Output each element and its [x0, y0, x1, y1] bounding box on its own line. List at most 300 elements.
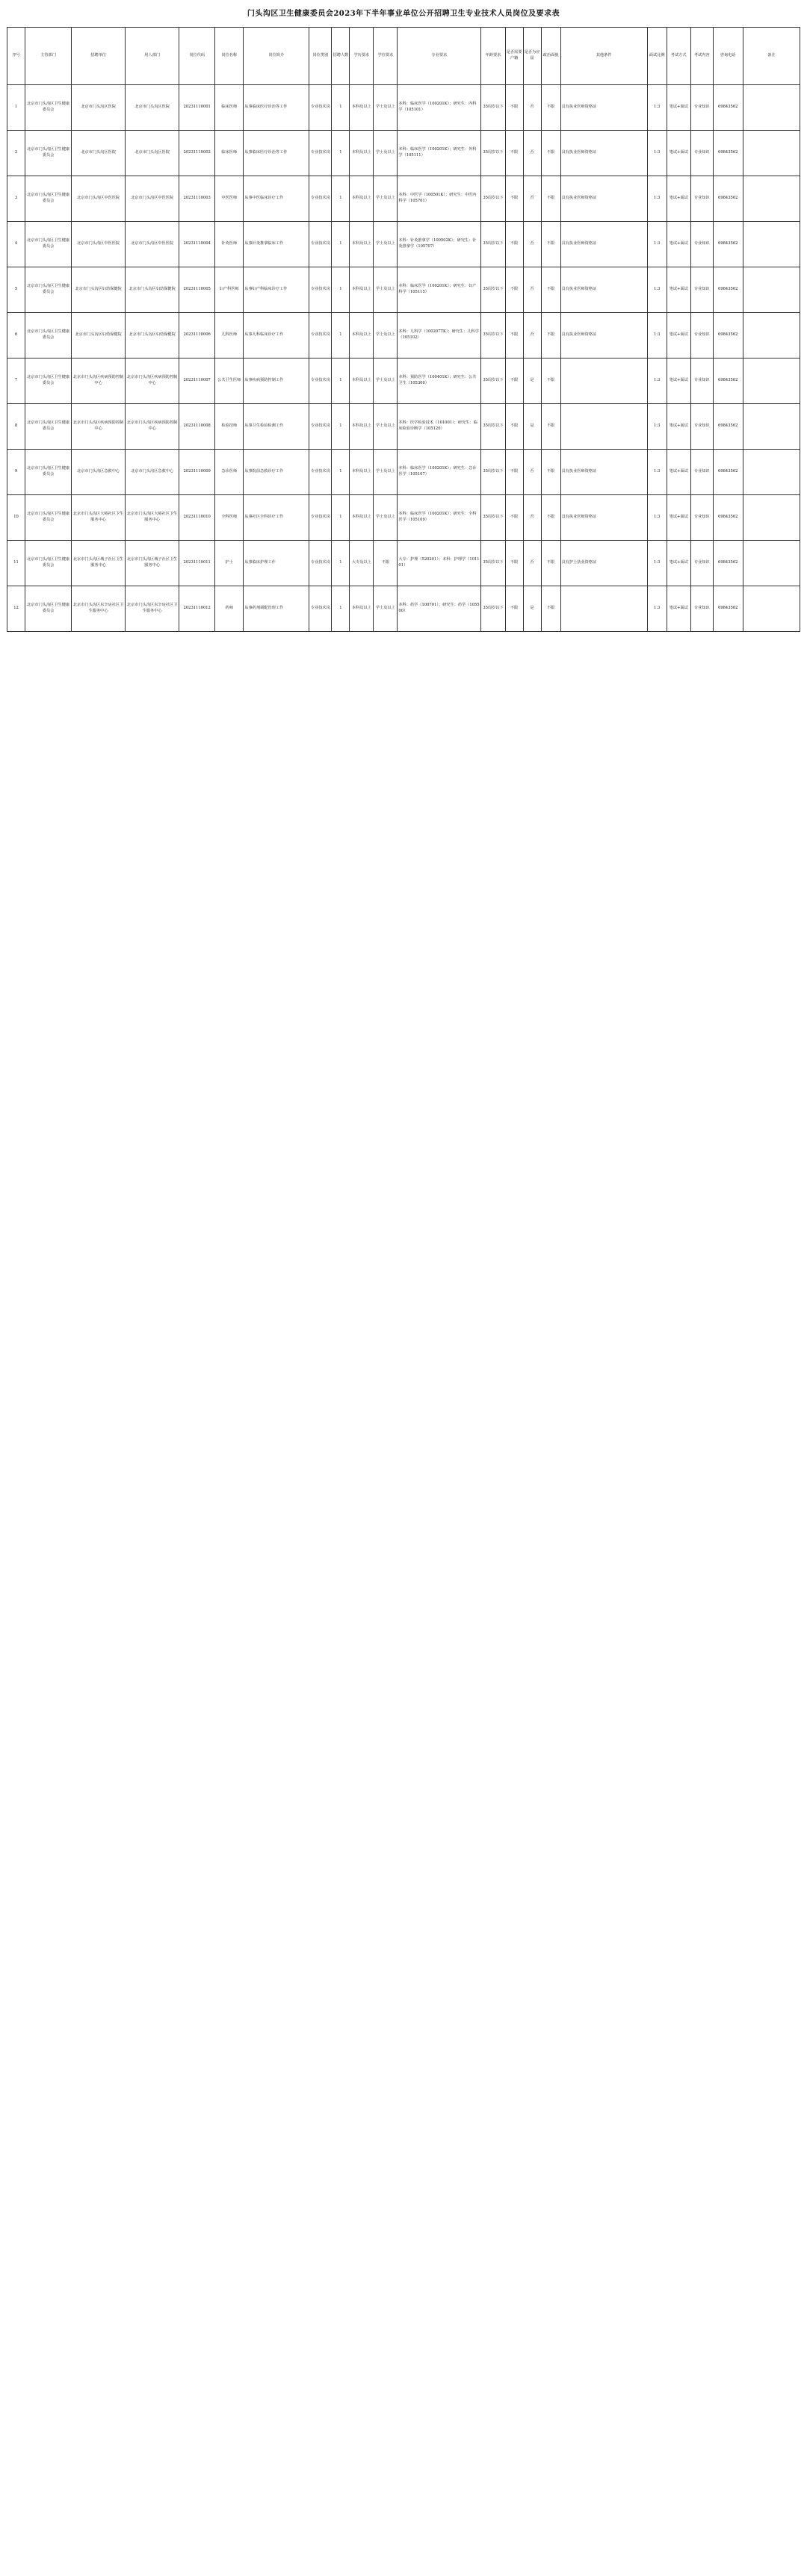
- cell-edu: 本科及以上: [350, 359, 374, 404]
- cell-remark: [743, 404, 800, 450]
- cell-hukou: 不限: [505, 541, 523, 586]
- cell-pol: 不限: [541, 495, 560, 541]
- cell-fresh: 否: [523, 313, 541, 359]
- cell-pol: 不限: [541, 267, 560, 313]
- cell-fresh: 否: [523, 176, 541, 222]
- cell-hukou: 不限: [505, 495, 523, 541]
- table-row: [7, 541, 800, 586]
- cell-no: 4: [7, 222, 25, 267]
- cell-tel: 69843562: [713, 85, 743, 131]
- cell-age: 35周岁以下: [481, 450, 505, 495]
- cell-pol: 不限: [541, 176, 560, 222]
- cell-content: 专业知识: [690, 131, 713, 176]
- cell-code: 20231110005: [179, 267, 215, 313]
- cell-other: 具有执业医师资格证: [560, 176, 647, 222]
- cell-tel: 69843562: [713, 450, 743, 495]
- col-header: 政治面貌: [541, 28, 560, 85]
- cell-type: 专业技术岗: [309, 267, 332, 313]
- cell-fresh: 否: [523, 222, 541, 267]
- cell-fresh: 否: [523, 495, 541, 541]
- cell-exam: 笔试+面试: [667, 495, 690, 541]
- cell-other: 具有执业医师资格证: [560, 495, 647, 541]
- cell-num: 1: [332, 359, 350, 404]
- cell-code: 20231110010: [179, 495, 215, 541]
- cell-dept: 北京市门头沟区卫生健康委员会: [25, 404, 72, 450]
- cell-intro: 从事妇产科临床诊疗工作: [244, 267, 309, 313]
- col-header: 学历要求: [350, 28, 374, 85]
- cell-major: 本科：临床医学（100201K）；研究生：外科学（105111）: [398, 131, 481, 176]
- cell-major: 本科：预防医学（100401K）；研究生：公共卫生（105300）: [398, 359, 481, 404]
- cell-edu: 本科及以上: [350, 495, 374, 541]
- cell-no: 1: [7, 85, 25, 131]
- cell-intro: 从事临床医疗诊治等工作: [244, 85, 309, 131]
- table-row: [7, 222, 800, 267]
- cell-code: 20231110006: [179, 313, 215, 359]
- cell-other: 具有执业医师资格证: [560, 450, 647, 495]
- cell-remark: [743, 85, 800, 131]
- cell-code: 20231110009: [179, 450, 215, 495]
- cell-other: 具有执业医师资格证: [560, 313, 647, 359]
- cell-ratio: 1:3: [647, 359, 667, 404]
- cell-pol: 不限: [541, 131, 560, 176]
- cell-deg: 学士及以上: [374, 85, 398, 131]
- cell-major: 本科：临床医学（100201K）；研究生：内科学（105101）: [398, 85, 481, 131]
- cell-tel: 69843562: [713, 131, 743, 176]
- cell-deg: 学士及以上: [374, 131, 398, 176]
- col-header: 序号: [7, 28, 25, 85]
- cell-num: 1: [332, 404, 350, 450]
- cell-deg: 学士及以上: [374, 586, 398, 632]
- cell-fresh: 是: [523, 586, 541, 632]
- cell-code: 20231110011: [179, 541, 215, 586]
- cell-dept: 北京市门头沟区卫生健康委员会: [25, 176, 72, 222]
- cell-content: 专业知识: [690, 450, 713, 495]
- cell-post: 检验技师: [215, 404, 244, 450]
- cell-ratio: 1:3: [647, 586, 667, 632]
- cell-age: 35周岁以下: [481, 586, 505, 632]
- col-header: 备注: [743, 28, 800, 85]
- cell-user: 北京市门头沟区医院: [126, 131, 179, 176]
- cell-content: 专业知识: [690, 495, 713, 541]
- cell-type: 专业技术岗: [309, 450, 332, 495]
- cell-pol: 不限: [541, 85, 560, 131]
- cell-deg: 学士及以上: [374, 313, 398, 359]
- cell-post: 临床医师: [215, 85, 244, 131]
- cell-post: 临床医师: [215, 131, 244, 176]
- cell-pol: 不限: [541, 450, 560, 495]
- cell-no: 2: [7, 131, 25, 176]
- cell-exam: 笔试+面试: [667, 267, 690, 313]
- cell-type: 专业技术岗: [309, 222, 332, 267]
- table-row: [7, 85, 800, 131]
- cell-user: 北京市门头沟区大峪社区卫生服务中心: [126, 495, 179, 541]
- cell-intro: 从事药剂调配管理工作: [244, 586, 309, 632]
- cell-deg: 学士及以上: [374, 450, 398, 495]
- table-row: [7, 495, 800, 541]
- cell-user: 北京市门头沟区疾病预防控制中心: [126, 359, 179, 404]
- cell-user: 北京市门头沟区妇幼保健院: [126, 267, 179, 313]
- cell-dept: 北京市门头沟区卫生健康委员会: [25, 131, 72, 176]
- cell-content: 专业知识: [690, 85, 713, 131]
- cell-num: 1: [332, 495, 350, 541]
- cell-unit: 北京市门头沟区疾病预防控制中心: [72, 359, 126, 404]
- cell-no: 7: [7, 359, 25, 404]
- cell-age: 35周岁以下: [481, 222, 505, 267]
- cell-no: 12: [7, 586, 25, 632]
- cell-num: 1: [332, 85, 350, 131]
- cell-unit: 北京市门头沟区医院: [72, 131, 126, 176]
- cell-remark: [743, 495, 800, 541]
- cell-remark: [743, 267, 800, 313]
- cell-content: 专业知识: [690, 404, 713, 450]
- table-row: [7, 359, 800, 404]
- cell-content: 专业知识: [690, 541, 713, 586]
- cell-fresh: 否: [523, 267, 541, 313]
- cell-ratio: 1:3: [647, 495, 667, 541]
- cell-intro: 从事院前急救诊疗工作: [244, 450, 309, 495]
- cell-remark: [743, 313, 800, 359]
- table-row: [7, 404, 800, 450]
- col-header: 学位要求: [374, 28, 398, 85]
- cell-content: 专业知识: [690, 176, 713, 222]
- cell-major: 大专：护理（520201）；本科：护理学（101101）: [398, 541, 481, 586]
- cell-intro: 从事卫生检验检测工作: [244, 404, 309, 450]
- cell-hukou: 不限: [505, 176, 523, 222]
- cell-exam: 笔试+面试: [667, 359, 690, 404]
- cell-dept: 北京市门头沟区卫生健康委员会: [25, 313, 72, 359]
- cell-exam: 笔试+面试: [667, 176, 690, 222]
- cell-deg: 学士及以上: [374, 222, 398, 267]
- cell-type: 专业技术岗: [309, 541, 332, 586]
- col-header: 咨询电话: [713, 28, 743, 85]
- cell-user: 北京市门头沟区东辛房社区卫生服务中心: [126, 586, 179, 632]
- cell-unit: 北京市门头沟区中医医院: [72, 222, 126, 267]
- cell-code: 20231110004: [179, 222, 215, 267]
- col-header: 岗位类别: [309, 28, 332, 85]
- cell-unit: 北京市门头沟区疾病预防控制中心: [72, 404, 126, 450]
- cell-tel: 69843562: [713, 313, 743, 359]
- cell-deg: 不限: [374, 541, 398, 586]
- cell-type: 专业技术岗: [309, 404, 332, 450]
- cell-remark: [743, 222, 800, 267]
- cell-unit: 北京市门头沟区妇幼保健院: [72, 267, 126, 313]
- cell-content: 专业知识: [690, 586, 713, 632]
- cell-user: 北京市门头沟区疾病预防控制中心: [126, 404, 179, 450]
- cell-pol: 不限: [541, 586, 560, 632]
- cell-code: 20231110012: [179, 586, 215, 632]
- table-row: [7, 586, 800, 632]
- cell-no: 10: [7, 495, 25, 541]
- cell-exam: 笔试+面试: [667, 450, 690, 495]
- cell-exam: 笔试+面试: [667, 85, 690, 131]
- cell-num: 1: [332, 541, 350, 586]
- col-header: 面试比例: [647, 28, 667, 85]
- cell-dept: 北京市门头沟区卫生健康委员会: [25, 359, 72, 404]
- cell-major: 本科：临床医学（100201K）；研究生：急诊医学（105107）: [398, 450, 481, 495]
- cell-dept: 北京市门头沟区卫生健康委员会: [25, 495, 72, 541]
- cell-tel: 69843562: [713, 495, 743, 541]
- cell-num: 1: [332, 131, 350, 176]
- cell-other: [560, 404, 647, 450]
- cell-age: 35周岁以下: [481, 541, 505, 586]
- cell-type: 专业技术岗: [309, 176, 332, 222]
- cell-code: 20231110007: [179, 359, 215, 404]
- cell-fresh: 否: [523, 131, 541, 176]
- cell-hukou: 不限: [505, 85, 523, 131]
- cell-major: 本科：针灸推拿学（100502K）；研究生：针灸推拿学（105707）: [398, 222, 481, 267]
- cell-dept: 北京市门头沟区卫生健康委员会: [25, 450, 72, 495]
- cell-deg: 学士及以上: [374, 359, 398, 404]
- col-header: 招聘人数: [332, 28, 350, 85]
- cell-exam: 笔试+面试: [667, 222, 690, 267]
- cell-fresh: 否: [523, 450, 541, 495]
- cell-exam: 笔试+面试: [667, 313, 690, 359]
- cell-other: 具有护士执业资格证: [560, 541, 647, 586]
- cell-exam: 笔试+面试: [667, 541, 690, 586]
- cell-ratio: 1:3: [647, 541, 667, 586]
- cell-hukou: 不限: [505, 359, 523, 404]
- cell-dept: 北京市门头沟区卫生健康委员会: [25, 267, 72, 313]
- cell-ratio: 1:3: [647, 131, 667, 176]
- recruitment-table: [7, 27, 800, 632]
- table-body: [7, 85, 800, 632]
- cell-type: 专业技术岗: [309, 131, 332, 176]
- cell-edu: 本科及以上: [350, 450, 374, 495]
- cell-content: 专业知识: [690, 267, 713, 313]
- cell-edu: 本科及以上: [350, 404, 374, 450]
- cell-type: 专业技术岗: [309, 85, 332, 131]
- col-header: 专业要求: [398, 28, 481, 85]
- cell-other: 具有执业医师资格证: [560, 131, 647, 176]
- cell-edu: 本科及以上: [350, 85, 374, 131]
- cell-tel: 69843562: [713, 267, 743, 313]
- cell-deg: 学士及以上: [374, 267, 398, 313]
- cell-unit: 北京市门头沟区医院: [72, 85, 126, 131]
- cell-major: 本科：中医学（100501K）；研究生：中医内科学（105701）: [398, 176, 481, 222]
- cell-age: 35周岁以下: [481, 404, 505, 450]
- cell-type: 专业技术岗: [309, 359, 332, 404]
- col-header: 用人部门: [126, 28, 179, 85]
- col-header: 年龄要求: [481, 28, 505, 85]
- cell-post: 儿科医师: [215, 313, 244, 359]
- cell-edu: 本科及以上: [350, 267, 374, 313]
- header-row: [7, 28, 800, 85]
- cell-ratio: 1:3: [647, 222, 667, 267]
- cell-user: 北京市门头沟区妇幼保健院: [126, 313, 179, 359]
- cell-dept: 北京市门头沟区卫生健康委员会: [25, 85, 72, 131]
- cell-unit: 北京市门头沟区城子社区卫生服务中心: [72, 541, 126, 586]
- cell-user: 北京市门头沟区城子社区卫生服务中心: [126, 541, 179, 586]
- cell-tel: 69843562: [713, 222, 743, 267]
- cell-edu: 本科及以上: [350, 131, 374, 176]
- table-row: [7, 176, 800, 222]
- cell-other: [560, 586, 647, 632]
- cell-code: 20231110008: [179, 404, 215, 450]
- cell-type: 专业技术岗: [309, 586, 332, 632]
- cell-age: 35周岁以下: [481, 313, 505, 359]
- cell-ratio: 1:3: [647, 404, 667, 450]
- table-row: [7, 131, 800, 176]
- cell-age: 35周岁以下: [481, 495, 505, 541]
- cell-code: 20231110003: [179, 176, 215, 222]
- cell-deg: 学士及以上: [374, 404, 398, 450]
- table-row: [7, 450, 800, 495]
- cell-code: 20231110001: [179, 85, 215, 131]
- cell-num: 1: [332, 222, 350, 267]
- cell-code: 20231110002: [179, 131, 215, 176]
- cell-tel: 69843562: [713, 586, 743, 632]
- cell-content: 专业知识: [690, 222, 713, 267]
- cell-hukou: 不限: [505, 586, 523, 632]
- cell-num: 1: [332, 176, 350, 222]
- cell-ratio: 1:3: [647, 176, 667, 222]
- page-title: 门头沟区卫生健康委员会2023年下半年事业单位公开招聘卫生专业技术人员岗位及要求表: [247, 10, 560, 18]
- cell-ratio: 1:3: [647, 450, 667, 495]
- cell-tel: 69843562: [713, 359, 743, 404]
- cell-other: 具有执业医师资格证: [560, 222, 647, 267]
- cell-fresh: 是: [523, 359, 541, 404]
- cell-user: 北京市门头沟区中医医院: [126, 176, 179, 222]
- cell-edu: 本科及以上: [350, 586, 374, 632]
- cell-remark: [743, 176, 800, 222]
- cell-dept: 北京市门头沟区卫生健康委员会: [25, 222, 72, 267]
- cell-user: 北京市门头沟区医院: [126, 85, 179, 131]
- cell-unit: 北京市门头沟区急救中心: [72, 450, 126, 495]
- cell-post: 针灸医师: [215, 222, 244, 267]
- cell-ratio: 1:3: [647, 313, 667, 359]
- col-header: 岗位名称: [215, 28, 244, 85]
- cell-num: 1: [332, 586, 350, 632]
- col-header: 是否需要户籍: [505, 28, 523, 85]
- cell-post: 护士: [215, 541, 244, 586]
- col-header: 考试方式: [667, 28, 690, 85]
- cell-post: 药师: [215, 586, 244, 632]
- cell-age: 35周岁以下: [481, 267, 505, 313]
- cell-user: 北京市门头沟区中医医院: [126, 222, 179, 267]
- cell-ratio: 1:3: [647, 85, 667, 131]
- cell-hukou: 不限: [505, 313, 523, 359]
- cell-hukou: 不限: [505, 267, 523, 313]
- cell-pol: 不限: [541, 541, 560, 586]
- cell-deg: 学士及以上: [374, 495, 398, 541]
- cell-hukou: 不限: [505, 404, 523, 450]
- col-header: 岗位代码: [179, 28, 215, 85]
- col-header: 是否为应届: [523, 28, 541, 85]
- cell-major: 本科：临床医学（100201K）；研究生：全科医学（105109）: [398, 495, 481, 541]
- cell-hukou: 不限: [505, 222, 523, 267]
- cell-intro: 从事临床医疗诊治等工作: [244, 131, 309, 176]
- cell-edu: 本科及以上: [350, 313, 374, 359]
- cell-fresh: 否: [523, 85, 541, 131]
- cell-type: 专业技术岗: [309, 313, 332, 359]
- col-header: 岗位简介: [244, 28, 309, 85]
- cell-no: 8: [7, 404, 25, 450]
- cell-age: 35周岁以下: [481, 131, 505, 176]
- cell-user: 北京市门头沟区急救中心: [126, 450, 179, 495]
- col-header: 主管部门: [25, 28, 72, 85]
- cell-intro: 从事社区全科诊疗工作: [244, 495, 309, 541]
- cell-no: 9: [7, 450, 25, 495]
- col-header: 招聘单位: [72, 28, 126, 85]
- cell-tel: 69843562: [713, 541, 743, 586]
- cell-exam: 笔试+面试: [667, 131, 690, 176]
- cell-pol: 不限: [541, 359, 560, 404]
- cell-fresh: 是: [523, 404, 541, 450]
- cell-post: 全科医师: [215, 495, 244, 541]
- cell-num: 1: [332, 313, 350, 359]
- cell-unit: 北京市门头沟区妇幼保健院: [72, 313, 126, 359]
- cell-age: 35周岁以下: [481, 359, 505, 404]
- cell-major: 本科：临床医学（100201K）；研究生：妇产科学（105115）: [398, 267, 481, 313]
- cell-dept: 北京市门头沟区卫生健康委员会: [25, 541, 72, 586]
- cell-pol: 不限: [541, 313, 560, 359]
- cell-exam: 笔试+面试: [667, 586, 690, 632]
- cell-intro: 从事儿科临床诊疗工作: [244, 313, 309, 359]
- cell-dept: 北京市门头沟区卫生健康委员会: [25, 586, 72, 632]
- cell-hukou: 不限: [505, 450, 523, 495]
- cell-unit: 北京市门头沟区大峪社区卫生服务中心: [72, 495, 126, 541]
- cell-major: 本科：医学检验技术（101001）；研究生：临床检验诊断学（105120）: [398, 404, 481, 450]
- cell-major: 本科：儿科学（100207TK）；研究生：儿科学（105102）: [398, 313, 481, 359]
- cell-num: 1: [332, 267, 350, 313]
- col-header: 考试内容: [690, 28, 713, 85]
- cell-remark: [743, 359, 800, 404]
- table-row: [7, 313, 800, 359]
- col-header: 其他条件: [560, 28, 647, 85]
- cell-other: 具有执业医师资格证: [560, 267, 647, 313]
- cell-unit: 北京市门头沟区中医医院: [72, 176, 126, 222]
- table-row: [7, 267, 800, 313]
- cell-post: 妇产科医师: [215, 267, 244, 313]
- cell-num: 1: [332, 450, 350, 495]
- cell-pol: 不限: [541, 222, 560, 267]
- cell-no: 3: [7, 176, 25, 222]
- cell-remark: [743, 541, 800, 586]
- cell-deg: 学士及以上: [374, 176, 398, 222]
- cell-post: 急诊医师: [215, 450, 244, 495]
- cell-remark: [743, 586, 800, 632]
- cell-type: 专业技术岗: [309, 495, 332, 541]
- cell-intro: 从事疾病预防控制工作: [244, 359, 309, 404]
- cell-post: 中医医师: [215, 176, 244, 222]
- cell-no: 5: [7, 267, 25, 313]
- cell-intro: 从事针灸推拿临床工作: [244, 222, 309, 267]
- cell-remark: [743, 450, 800, 495]
- cell-edu: 本科及以上: [350, 176, 374, 222]
- cell-content: 专业知识: [690, 313, 713, 359]
- cell-edu: 本科及以上: [350, 222, 374, 267]
- cell-intro: 从事中医临床诊疗工作: [244, 176, 309, 222]
- cell-age: 35周岁以下: [481, 176, 505, 222]
- cell-edu: 大专及以上: [350, 541, 374, 586]
- cell-exam: 笔试+面试: [667, 404, 690, 450]
- cell-age: 35周岁以下: [481, 85, 505, 131]
- cell-remark: [743, 131, 800, 176]
- cell-post: 公共卫生医师: [215, 359, 244, 404]
- cell-tel: 69843562: [713, 404, 743, 450]
- cell-content: 专业知识: [690, 359, 713, 404]
- cell-no: 6: [7, 313, 25, 359]
- cell-tel: 69843562: [713, 176, 743, 222]
- cell-fresh: 否: [523, 541, 541, 586]
- cell-major: 本科：药学（100701）；研究生：药学（105500）: [398, 586, 481, 632]
- cell-other: [560, 359, 647, 404]
- cell-intro: 从事临床护理工作: [244, 541, 309, 586]
- cell-other: 具有执业医师资格证: [560, 85, 647, 131]
- cell-hukou: 不限: [505, 131, 523, 176]
- cell-unit: 北京市门头沟区东辛房社区卫生服务中心: [72, 586, 126, 632]
- cell-ratio: 1:3: [647, 267, 667, 313]
